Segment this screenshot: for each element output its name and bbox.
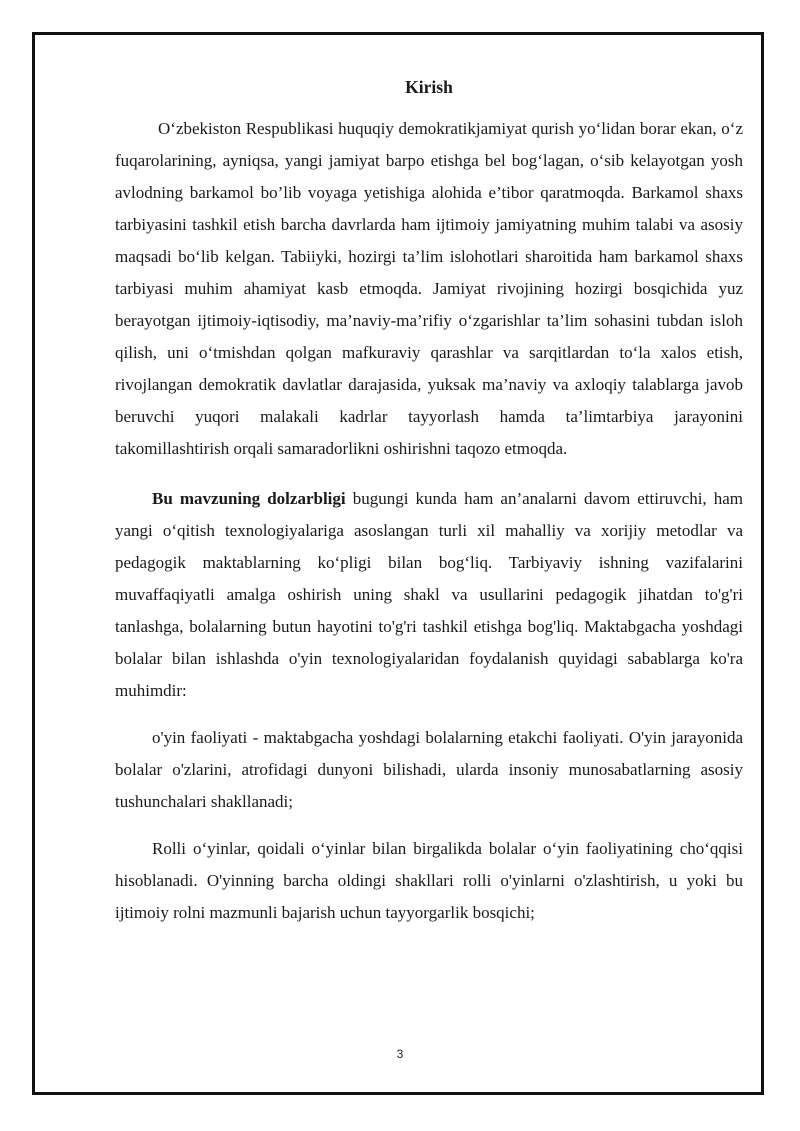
paragraph-role-play [115, 833, 743, 929]
paragraph-text: bugungi kunda ham an’analarni davom ettiruvchi, ham yangi o‘qitish texnologiyalariga asoslangan turli xil mahalliy va xorijiy metodlar va pedagogik maktablarning ko‘pligi bilan bog‘liq. Tarbiyaviy ishning vazifalarini muvaffaqiyatli amalga oshirish uning shakl va usullarini pedagogik jihatdan to'g'ri tanlashga, bolalarning butun hayotini to'g'ri tashkil etishga bog'liq. Maktabgacha yoshdagi bolalar bilan ishlashda o'yin texnologiyalaridan foydalanish quyidagi sabablarga ko'ra muhimdir: [115, 489, 744, 700]
section-title: Kirish [405, 77, 453, 97]
paragraph-relevance [115, 483, 743, 707]
paragraph-play-activity [115, 722, 743, 818]
paragraph-text: o'yin faoliyati - maktabgacha yoshdagi bolalarning etakchi faoliyati. O'yin jarayonida bolalar o'zlarini, atrofidagi dunyoni bilishadi, ularda insoniy munosabatlarning asosiy tushunchalari shakllanadi; [115, 728, 743, 811]
paragraph-intro [115, 113, 743, 465]
paragraph-lead-bold: Bu mavzuning dolzarbligi [152, 489, 346, 508]
document-body [115, 74, 743, 929]
paragraph-text: Rolli o‘yinlar, qoidali o‘yinlar bilan birgalikda bolalar o‘yin faoliyatining cho‘qqisi hisoblanadi. O'yinning barcha oldingi shakllari rolli o'yinlarni o'zlashtirish, u yoki bu ijtimoiy rolni mazmunli bajarish uchun tayyorgarlik bosqichi; [115, 839, 743, 922]
paragraph-text: O‘zbekiston Respublikasi huquqiy demokratikjamiyat qurish yo‘lidan borar ekan, o‘z fuqarolarining, ayniqsa, yangi jamiyat barpo etishga bel bog‘lagan, o‘sib kelayotgan yosh avlodning barkamol bo’lib voyaga yetishiga alohida e’tibor qaratmoqda. Barkamol shaxs tarbiyasini tashkil etish barcha davrlarda ham ijtimoiy jamiyatning muhim talabi va asosiy maqsadi bo‘lib kelgan. Tabiiyki, hozirgi ta’lim islohotlari sharoitida ham barkamol shaxs tarbiyasi muhim ahamiyat kasb etmoqda. Jamiyat rivojining hozirgi bosqichida yuz berayotgan ijtimoiy-iqtisodiy, ma’naviy-ma’rifiy o‘zgarishlar ta’lim sohasini tubdan isloh qilish, uni o‘tmishdan qolgan mafkuraviy qarashlar va sarqitlardan to‘la xalos etish, rivojlangan demokratik davlatlar darajasida, yuksak ma’naviy va axloqiy talablarga javob beruvchi yuqori malakali kadrlar tayyorlash hamda ta’limtarbiya jarayonini takomillashtirish orqali samaradorlikni oshirishni taqozo etmoqda. [115, 119, 743, 458]
page-number: 3 [396, 1047, 404, 1061]
